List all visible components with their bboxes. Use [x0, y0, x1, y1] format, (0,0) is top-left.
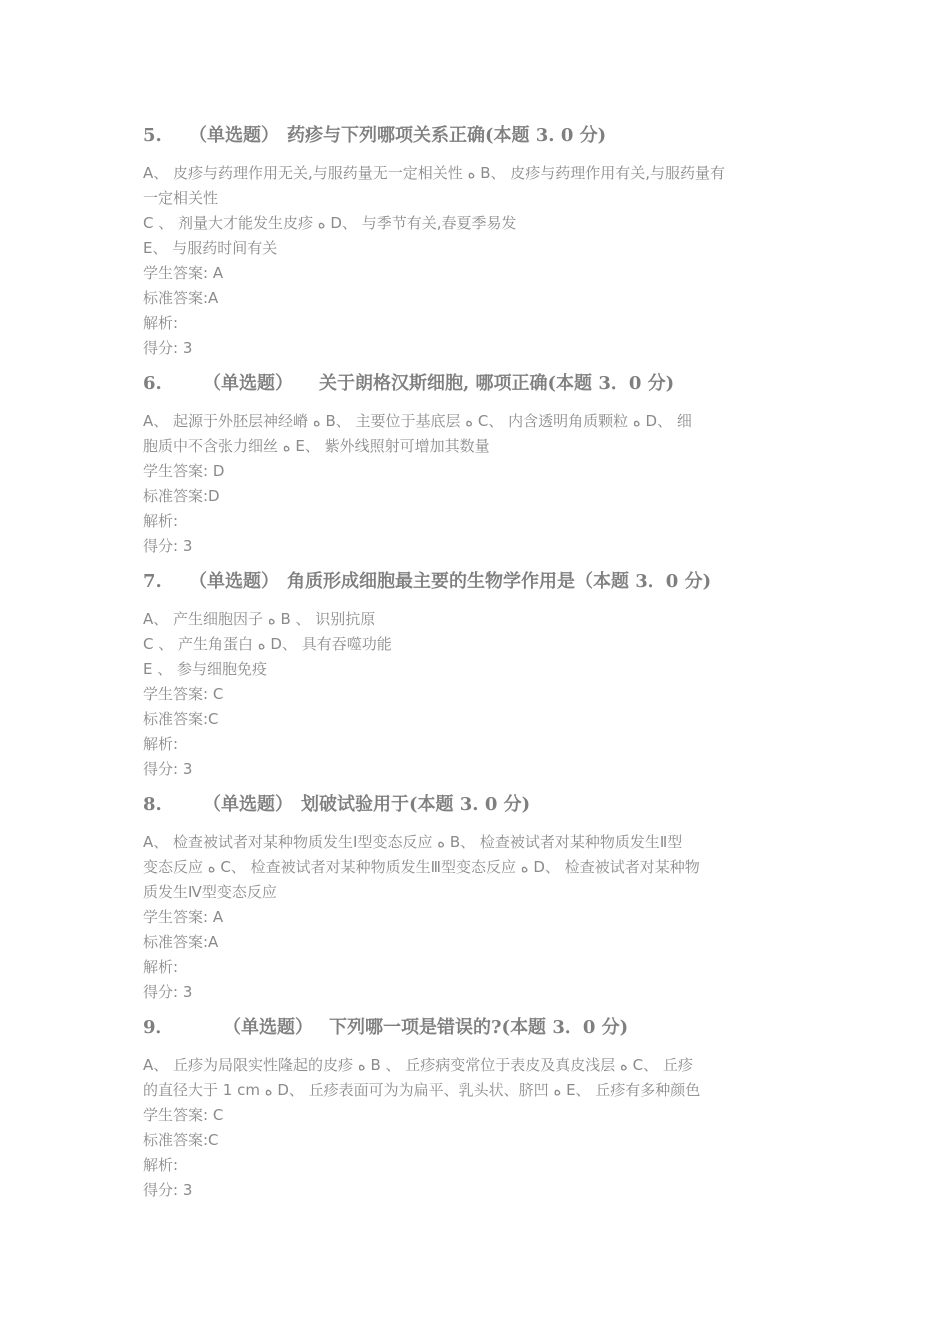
option-list [143, 409, 813, 459]
standard-answer: 标准答案:A [143, 289, 219, 307]
score: 得分: 3 [143, 537, 193, 555]
question-number: 5. [143, 125, 162, 146]
question-type: （单选题） [189, 571, 279, 592]
option-line: 质发生Ⅳ型变态反应 [143, 883, 277, 901]
option-list [143, 161, 813, 261]
score: 得分: 3 [143, 983, 193, 1001]
option-line: E、 与服药时间有关 [143, 239, 278, 257]
analysis-label: 解析: [143, 512, 179, 530]
option-list [143, 830, 813, 905]
option-line: C 、 产生角蛋白 ﻩ D、 具有吞噬功能 [143, 635, 392, 653]
option-line: A、 检查被试者对某种物质发生Ⅰ型变态反应 ﻩ B、 检查被试者对某种物质发生Ⅱ型 [143, 833, 683, 851]
analysis-label: 解析: [143, 314, 179, 332]
student-answer: 学生答案: C [143, 1106, 224, 1124]
question-8 [143, 793, 813, 1005]
student-answer: 学生答案: C [143, 685, 224, 703]
question-type: （单选题） [189, 125, 279, 146]
student-answer: 学生答案: A [143, 264, 224, 282]
option-line: 变态反应 ﻩ C、 检查被试者对某种物质发生Ⅲ型变态反应 ﻩ D、 检查被试者对某种物 [143, 858, 700, 876]
question-stem: 下列哪一项是错误的?(本题 3．0 分) [329, 1017, 629, 1038]
question-5 [143, 124, 813, 361]
score: 得分: 3 [143, 760, 193, 778]
option-line: 胞质中不含张力细丝 ﻩ E、 紫外线照射可增加其数量 [143, 437, 490, 455]
question-title [143, 372, 813, 396]
analysis-label: 解析: [143, 735, 179, 753]
question-9 [143, 1016, 813, 1203]
option-line: E 、 参与细胞免疫 [143, 660, 268, 678]
question-title [143, 570, 813, 594]
option-list [143, 1053, 813, 1103]
option-line: A、 皮疹与药理作用无关,与服药量无一定相关性 ﻩ B、 皮疹与药理作用有关,与服药量有 [143, 164, 726, 182]
analysis-label: 解析: [143, 1156, 179, 1174]
option-list [143, 607, 813, 682]
score: 得分: 3 [143, 1181, 193, 1199]
question-stem: 划破试验用于(本题 3. 0 分) [301, 794, 531, 815]
question-title [143, 124, 813, 148]
question-stem: 药疹与下列哪项关系正确(本题 3. 0 分) [287, 125, 607, 146]
question-number: 7. [143, 571, 162, 592]
student-answer: 学生答案: A [143, 908, 224, 926]
standard-answer: 标准答案:C [143, 710, 219, 728]
option-line: A、 起源于外胚层神经嵴 ﻩ B、 主要位于基底层 ﻩ C、 内含透明角质颗粒 ﻩ D、 细 [143, 412, 692, 430]
standard-answer: 标准答案:D [143, 487, 220, 505]
question-stem: 角质形成细胞最主要的生物学作用是（本题 3．0 分) [287, 571, 712, 592]
question-number: 9． [143, 1017, 174, 1038]
question-number: 6. [143, 373, 162, 394]
option-line: A、 产生细胞因子 ﻩ B 、 识别抗原 [143, 610, 376, 628]
question-6 [143, 372, 813, 559]
question-type: （单选题） [223, 1017, 313, 1038]
option-line: 一定相关性 [143, 189, 219, 207]
question-type: （单选题） [203, 373, 293, 394]
question-number: 8. [143, 794, 162, 815]
standard-answer: 标准答案:C [143, 1131, 219, 1149]
option-line: 的直径大于 1 cm ﻩ D、 丘疹表面可为为扁平、乳头状、脐凹 ﻩ E、 丘疹有多种颜色 [143, 1081, 701, 1099]
student-answer: 学生答案: D [143, 462, 225, 480]
analysis-label: 解析: [143, 958, 179, 976]
question-title [143, 1016, 813, 1040]
question-stem: 关于朗格汉斯细胞, 哪项正确(本题 3．0 分) [319, 373, 675, 394]
question-title [143, 793, 813, 817]
option-line: A、 丘疹为局限实性隆起的皮疹 ﻩ B 、 丘疹病变常位于表皮及真皮浅层 ﻩ C、 丘疹 [143, 1056, 693, 1074]
standard-answer: 标准答案:A [143, 933, 219, 951]
question-7 [143, 570, 813, 782]
option-line: C 、 剂量大才能发生皮疹 ﻩ D、 与季节有关,春夏季易发 [143, 214, 517, 232]
question-type: （单选题） [203, 794, 293, 815]
score: 得分: 3 [143, 339, 193, 357]
